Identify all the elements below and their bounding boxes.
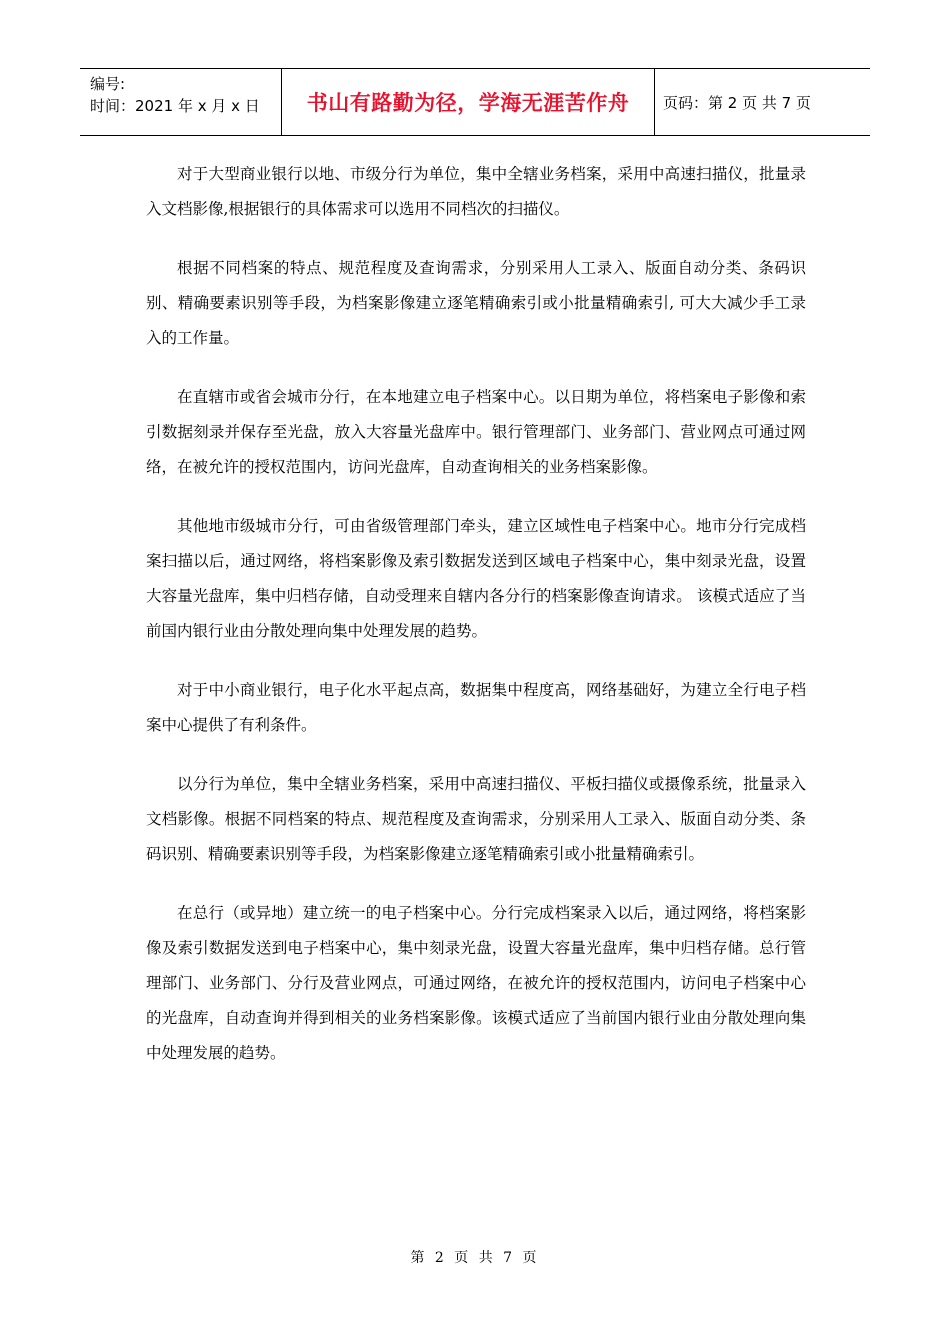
document-body bbox=[146, 157, 806, 1095]
document-number-label: 编号: bbox=[90, 75, 126, 93]
page-header bbox=[80, 68, 870, 136]
header-page-cell bbox=[655, 69, 870, 135]
body-paragraph: 在直辖市或省会城市分行，在本地建立电子档案中心。以日期为单位，将档案电子影像和索引数据刻录并保存至光盘，放入大容量光盘库中。银行管理部门、业务部门、营业网点可通过网络，在被允许的授权范围内，访问光盘库，自动查询相关的业务档案影像。 bbox=[146, 388, 806, 476]
header-motto-cell bbox=[282, 69, 655, 135]
body-paragraph: 根据不同档案的特点、规范程度及查询需求，分别采用人工录入、版面自动分类、条码识别、精确要素识别等手段，为档案影像建立逐笔精确索引或小批量精确索引, 可大大减少手工录入的工作量。 bbox=[146, 259, 806, 347]
body-paragraph: 以分行为单位，集中全辖业务档案，采用中高速扫描仪、平板扫描仪或摄像系统，批量录入文档影像。根据不同档案的特点、规范程度及查询需求，分别采用人工录入、版面自动分类、条码识别、精确要素识别等手段，为档案影像建立逐笔精确索引或小批量精确索引。 bbox=[146, 775, 806, 863]
body-paragraph: 其他地市级城市分行，可由省级管理部门牵头，建立区域性电子档案中心。地市分行完成档案扫描以后，通过网络，将档案影像及索引数据发送到区域电子档案中心，集中刻录光盘，设置大容量光盘库，集中归档存储，自动受理来自辖内各分行的档案影像查询请求。 该模式适应了当前国内银行业由分散处理向集中处理发展的趋势。 bbox=[146, 517, 806, 640]
page-footer: 第 2 页 共 7 页 bbox=[410, 1250, 540, 1266]
header-page-info: 页码：第 2 页 共 7 页 bbox=[663, 93, 811, 112]
body-paragraph: 对于大型商业银行以地、市级分行为单位，集中全辖业务档案，采用中高速扫描仪，批量录入文档影像,根据银行的具体需求可以选用不同档次的扫描仪。 bbox=[146, 165, 806, 218]
document-date: 时间：2021 年 x 月 x 日 bbox=[90, 97, 260, 115]
body-paragraph: 对于中小商业银行，电子化水平起点高，数据集中程度高，网络基础好，为建立全行电子档案中心提供了有利条件。 bbox=[146, 681, 806, 734]
header-meta-cell bbox=[80, 69, 282, 135]
body-paragraph: 在总行（或异地）建立统一的电子档案中心。分行完成档案录入以后，通过网络，将档案影像及索引数据发送到电子档案中心，集中刻录光盘，设置大容量光盘库，集中归档存储。总行管理部门、业务部门、分行及营业网点，可通过网络，在被允许的授权范围内，访问电子档案中心的光盘库，自动查询并得到相关的业务档案影像。该模式适应了当前国内银行业由分散处理向集中处理发展的趋势。 bbox=[146, 904, 806, 1062]
header-motto: 书山有路勤为径，学海无涯苦作舟 bbox=[306, 91, 630, 115]
